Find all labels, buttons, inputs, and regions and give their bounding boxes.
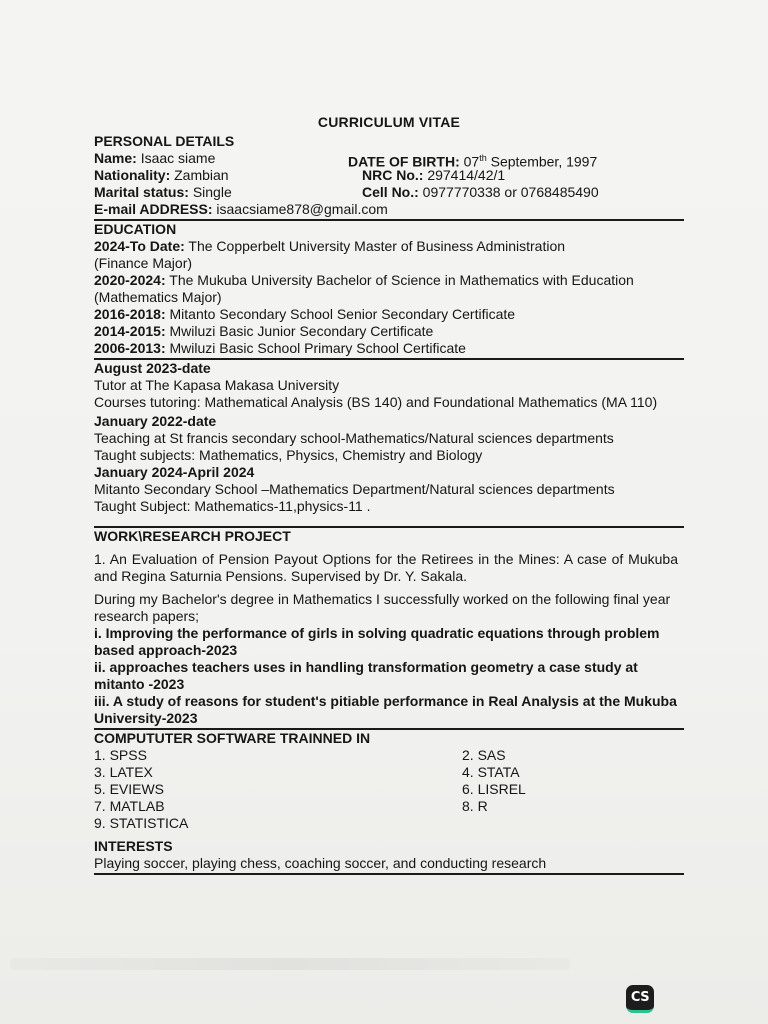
dob-day: 07 <box>463 153 480 170</box>
education-text: Mwiluzi Basic School Primary School Certificate <box>169 340 466 356</box>
research-paper: iii. A study of reasons for student's pitiable performance in Real Analysis at the Mukuba University-2023 <box>94 693 677 726</box>
experience-period: August 2023-date <box>94 360 211 376</box>
nrc-label: NRC No.: <box>362 167 424 183</box>
document-title: CURRICULUM VITAE <box>317 114 461 130</box>
cv-document <box>94 114 684 875</box>
dob-rest: September, 1997 <box>490 153 598 170</box>
education-period: 2014-2015: <box>94 323 166 339</box>
research-project: 1. An Evaluation of Pension Payout Options for the Retirees in the Mines: A case of Mukuba and Regina Saturnia Pensions. Supervised by Dr. Y. Sakala. <box>94 551 678 584</box>
email-row <box>94 201 684 218</box>
software-list <box>94 747 684 832</box>
software-item: 3. LATEX <box>94 764 153 780</box>
education-text: Mwiluzi Basic Junior Secondary Certificate <box>169 323 434 339</box>
education-period: 2024-To Date: <box>94 238 185 254</box>
email-value: isaacsiame878@gmail.com <box>216 201 388 217</box>
research-heading: WORK\RESEARCH PROJECT <box>94 528 291 544</box>
personal-row-2 <box>94 167 684 184</box>
education-item <box>94 272 684 289</box>
cell-label: Cell No.: <box>362 184 419 200</box>
experience-period: January 2024-April 2024 <box>94 464 255 480</box>
experience-line: Taught Subject: Mathematics-11,physics-11 . <box>94 498 371 514</box>
education-period: 2016-2018: <box>94 306 166 322</box>
personal-row-3 <box>94 184 684 201</box>
interests-text: Playing soccer, playing chess, coaching soccer, and conducting research <box>94 855 547 871</box>
software-item: 6. LISREL <box>462 781 526 797</box>
education-text: The Mukuba University Bachelor of Science in Mathematics with Education <box>169 272 634 288</box>
marital-value: Single <box>192 184 232 200</box>
education-item <box>94 340 684 357</box>
experience-period: January 2022-date <box>94 413 217 429</box>
research-paper: i. Improving the performance of girls in solving quadratic equations through problem based approach-2023 <box>94 625 660 658</box>
experience-line: Tutor at The Kapasa Makasa University <box>94 377 340 393</box>
interests-heading: INTERESTS <box>94 838 173 854</box>
software-heading: COMPUTUTER SOFTWARE TRAINNED IN <box>94 730 371 746</box>
camscanner-logo-icon: CS <box>626 985 654 1013</box>
cell-value: 0977770338 or 0768485490 <box>422 184 599 200</box>
research-intro: During my Bachelor's degree in Mathematics I successfully worked on the following final year research papers; <box>94 591 671 624</box>
dob-sup: th <box>479 153 487 163</box>
education-text: Mitanto Secondary School Senior Secondary Certificate <box>169 306 516 322</box>
experience-line: Taught subjects: Mathematics, Physics, Chemistry and Biology <box>94 447 483 463</box>
education-text: The Copperbelt University Master of Business Administration <box>188 238 566 254</box>
education-period: 2006-2013: <box>94 340 166 356</box>
scan-shadow <box>10 958 570 970</box>
education-heading: EDUCATION <box>94 221 177 237</box>
marital-label: Marital status: <box>94 184 189 200</box>
divider <box>94 873 684 875</box>
software-item: 8. R <box>462 798 488 814</box>
education-item <box>94 306 684 323</box>
email-label: E-mail ADDRESS: <box>94 201 213 217</box>
experience-line: Teaching at St francis secondary school-Mathematics/Natural sciences departments <box>94 430 614 446</box>
nationality-label: Nationality: <box>94 167 171 183</box>
personal-heading: PERSONAL DETAILS <box>94 133 235 149</box>
education-item-cont: (Mathematics Major) <box>94 289 222 305</box>
education-item <box>94 238 684 255</box>
nationality-value: Zambian <box>174 167 229 183</box>
education-period: 2020-2024: <box>94 272 166 288</box>
personal-row-1 <box>94 150 684 170</box>
research-paper: ii. approaches teachers uses in handling transformation geometry a case study at mitanto -2023 <box>94 659 638 692</box>
education-item <box>94 323 684 340</box>
nrc-value: 297414/42/1 <box>427 167 506 183</box>
software-item: 1. SPSS <box>94 747 147 763</box>
software-item: 7. MATLAB <box>94 798 165 814</box>
experience-line: Mitanto Secondary School –Mathematics Department/Natural sciences departments <box>94 481 615 497</box>
software-item: 4. STATA <box>462 764 520 780</box>
software-item: 9. STATISTICA <box>94 815 189 831</box>
software-item: 5. EVIEWS <box>94 781 165 797</box>
education-item-cont: (Finance Major) <box>94 255 193 271</box>
experience-line: Courses tutoring: Mathematical Analysis (BS 140) and Foundational Mathematics (MA 110) <box>94 394 658 410</box>
software-item: 2. SAS <box>462 747 506 763</box>
name-value: Isaac siame <box>140 150 216 166</box>
dob-label: DATE OF BIRTH: <box>348 153 460 170</box>
name-label: Name: <box>94 150 137 166</box>
